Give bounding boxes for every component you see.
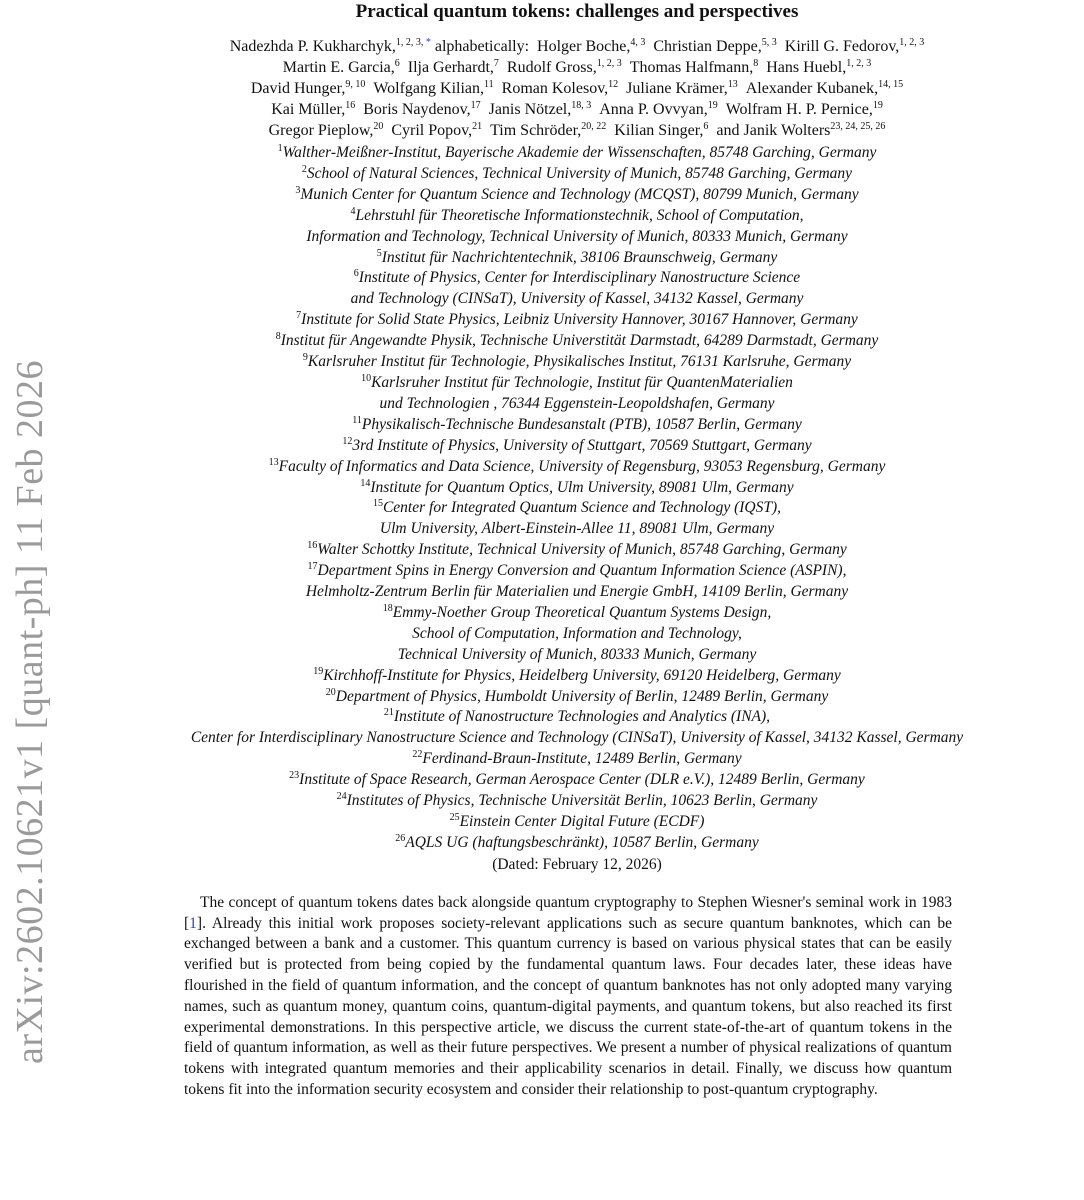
affiliation bbox=[70, 373, 1084, 415]
affiliation-text: Department Spins in Energy Conversion and Quantum Information Science (ASPIN), bbox=[317, 562, 847, 580]
author bbox=[283, 59, 400, 76]
author bbox=[716, 122, 885, 139]
affiliation-text: Institute for Quantum Optics, Ulm University, 89081 Ulm, Germany bbox=[370, 478, 794, 496]
affiliation-numbers: 16 bbox=[345, 100, 356, 111]
affiliation-line bbox=[70, 289, 1084, 310]
affiliation-line bbox=[70, 624, 1084, 645]
affiliation-number: 24 bbox=[336, 791, 347, 803]
affiliation bbox=[70, 687, 1084, 708]
affiliation-text: Einstein Center Digital Future (ECDF) bbox=[459, 813, 705, 830]
affiliation-text: School of Natural Sciences, Technical University of Munich, 85748 Garching, Germany bbox=[306, 164, 853, 182]
affiliation-number: 17 bbox=[307, 561, 318, 573]
author-list bbox=[70, 36, 1084, 141]
affiliation-number: 18 bbox=[382, 602, 393, 614]
affiliation-text: 3rd Institute of Physics, University of Stuttgart, 70569 Stuttgart, Germany bbox=[352, 436, 812, 454]
affiliation-text: Faculty of Informatics and Data Science, University of Regensburg, 93053 Regensburg, Germany bbox=[278, 457, 886, 475]
affiliation-numbers: 6 bbox=[394, 58, 400, 69]
affiliation-line bbox=[70, 540, 1084, 561]
affiliation-numbers: 8 bbox=[753, 58, 759, 69]
affiliation bbox=[70, 749, 1084, 770]
author bbox=[537, 38, 645, 55]
author bbox=[626, 80, 738, 97]
affiliation-line bbox=[70, 519, 1084, 540]
author-row bbox=[70, 120, 1084, 141]
affiliation-number: 8 bbox=[275, 331, 281, 343]
affiliation-line bbox=[70, 415, 1084, 436]
affiliation-line bbox=[70, 498, 1084, 519]
arxiv-sidebar-stamp: arXiv:2602.10621v1 [quant-ph] 11 Feb 2026 bbox=[9, 359, 51, 1064]
affiliation-line bbox=[70, 352, 1084, 373]
affiliation-text: Lehrstuhl für Theoretische Informationstechnik, School of Computation, bbox=[355, 206, 804, 224]
affiliation-text: and Technology (CINSaT), University of Kassel, 34132 Kassel, Germany bbox=[350, 290, 804, 308]
affiliation bbox=[70, 833, 1084, 854]
author bbox=[726, 101, 883, 118]
affiliation-number: 25 bbox=[449, 812, 460, 823]
author-affiliation-marks bbox=[762, 37, 777, 48]
author bbox=[391, 122, 482, 139]
affiliation bbox=[70, 268, 1084, 310]
affiliation-text: Karlsruher Institut für Technologie, Institut für QuantenMaterialien bbox=[371, 373, 793, 391]
affiliation-text: Center for Integrated Quantum Science and Technology (IQST), bbox=[382, 499, 782, 517]
affiliation-text: AQLS UG (haftungsbeschränkt), 10587 Berlin, Germany bbox=[405, 833, 759, 851]
affiliation-text: Institut für Nachrichtentechnik, 38106 Braunschweig, Germany bbox=[381, 248, 778, 266]
affiliation-number: 6 bbox=[353, 268, 359, 280]
author bbox=[766, 59, 871, 76]
affiliation-text: Institute of Nanostructure Technologies and Analytics (INA), bbox=[393, 708, 771, 726]
author-name: Cyril Popov, bbox=[391, 122, 473, 139]
affiliation-text: Institute of Space Research, German Aerospace Center (DLR e.V.), 12489 Berlin, Germany bbox=[299, 771, 865, 789]
author-affiliation-marks bbox=[494, 58, 499, 69]
affiliation-text: Institut für Angewandte Physik, Technische Universtität Darmstadt, 64289 Darmstadt, Germany bbox=[280, 332, 879, 350]
affiliation-numbers: 21 bbox=[472, 121, 483, 132]
affiliation-line bbox=[70, 394, 1084, 415]
affiliation-number: 22 bbox=[412, 749, 423, 761]
author bbox=[746, 80, 903, 97]
affiliation-text: School of Computation, Information and Technology, bbox=[412, 624, 742, 642]
affiliation-number: 15 bbox=[372, 498, 383, 510]
author-affiliation-marks bbox=[571, 100, 591, 111]
author-affiliation-marks bbox=[395, 58, 400, 69]
affiliation-numbers: 19 bbox=[707, 100, 718, 111]
affiliation-number: 26 bbox=[395, 832, 406, 844]
affiliation-text: Ulm University, Albert-Einstein-Allee 11, 89081 Ulm, Germany bbox=[379, 520, 775, 538]
affiliation-numbers: 20 bbox=[373, 121, 384, 132]
affiliation-numbers: 7 bbox=[493, 58, 499, 69]
author-name: Alexander Kubanek, bbox=[745, 80, 879, 97]
author bbox=[373, 80, 493, 97]
affiliation-line bbox=[70, 143, 1084, 164]
affiliation-numbers: 23, 24, 25, 26 bbox=[830, 121, 886, 132]
affiliation-line bbox=[70, 185, 1084, 206]
affiliation-numbers: 9, 10 bbox=[345, 79, 366, 90]
affiliation-number: 5 bbox=[376, 247, 382, 259]
affiliation-line bbox=[70, 206, 1084, 227]
affiliation-number: 23 bbox=[289, 770, 300, 782]
affiliation bbox=[70, 666, 1084, 687]
affiliation-line bbox=[70, 603, 1084, 624]
affiliation-text: Physikalisch-Technische Bundesanstalt (PTB), 10587 Berlin, Germany bbox=[361, 415, 802, 433]
author-affiliation-marks bbox=[703, 121, 708, 132]
affiliation bbox=[70, 457, 1084, 478]
affiliation-line bbox=[70, 833, 1084, 854]
affiliation-number: 1 bbox=[277, 143, 283, 154]
author bbox=[490, 122, 606, 139]
affiliation-text: Ferdinand-Braun-Institute, 12489 Berlin, Germany bbox=[422, 750, 742, 768]
author-name: Rudolf Gross, bbox=[506, 59, 597, 76]
affiliation-numbers: 1, 2, 3 bbox=[846, 58, 872, 69]
author-name: Boris Naydenov, bbox=[363, 101, 471, 118]
affiliation bbox=[70, 352, 1084, 373]
author-name: Wolfram H. P. Pernice, bbox=[725, 101, 873, 118]
paper-title: Practical quantum tokens: challenges and perspectives bbox=[355, 1, 799, 22]
affiliation-numbers: 18, 3 bbox=[571, 100, 592, 111]
author-affiliation-marks bbox=[396, 37, 431, 48]
affiliation-text: Kirchhoff-Institute for Physics, Heidelberg University, 69120 Heidelberg, Germany bbox=[323, 666, 841, 684]
author-affiliation-marks bbox=[708, 100, 718, 111]
affiliation-line bbox=[70, 645, 1084, 666]
author bbox=[363, 101, 480, 118]
affiliation-numbers: 17 bbox=[470, 100, 481, 111]
affiliation-text: Institute for Solid State Physics, Leibniz University Hannover, 30167 Hannover, Germany bbox=[301, 311, 858, 329]
abstract-text-start: The concept of quantum tokens dates back alongside quantum cryptography to Stephen Wiesner's seminal work in 1983 [ bbox=[184, 893, 952, 932]
author-affiliation-marks bbox=[484, 79, 494, 90]
affiliation-number: 3 bbox=[295, 184, 301, 196]
affiliation bbox=[70, 310, 1084, 331]
abstract bbox=[70, 893, 952, 1101]
author-name: Kai Müller, bbox=[271, 101, 346, 118]
affiliation-numbers: 13 bbox=[727, 79, 738, 90]
affiliation bbox=[70, 206, 1084, 248]
affiliation-numbers: 1, 2, 3 bbox=[596, 58, 622, 69]
affiliation-line bbox=[70, 749, 1084, 770]
affiliation-line bbox=[70, 666, 1084, 687]
affiliation-number: 4 bbox=[350, 205, 356, 217]
affiliation-numbers: 1, 2, 3, bbox=[395, 37, 426, 48]
affiliation-line bbox=[70, 457, 1084, 478]
author-affiliation-marks bbox=[630, 37, 645, 48]
affiliation bbox=[70, 436, 1084, 457]
author-affiliation-marks bbox=[728, 79, 738, 90]
affiliation-line bbox=[70, 248, 1084, 269]
author bbox=[630, 59, 759, 76]
affiliation-line bbox=[70, 268, 1084, 289]
affiliation-text: Technical University of Munich, 80333 Munich, Germany bbox=[397, 645, 757, 663]
affiliation-number: 11 bbox=[352, 414, 362, 426]
affiliation-number: 14 bbox=[360, 477, 371, 489]
affiliation-text: Emmy-Noether Group Theoretical Quantum Systems Design, bbox=[392, 603, 772, 621]
author-name: Christian Deppe, bbox=[653, 38, 762, 55]
author-name: Kilian Singer, bbox=[614, 122, 704, 139]
affiliation-line bbox=[70, 561, 1084, 582]
author-affiliation-marks bbox=[873, 100, 883, 111]
author-name: Ilja Gerhardt, bbox=[407, 59, 494, 76]
affiliation-text: Karlsruher Institut für Technologie, Physikalisches Institut, 76131 Karlsruhe, Germany bbox=[307, 353, 852, 371]
author-name: Martin E. Garcia, bbox=[282, 59, 395, 76]
author-name: Kirill G. Fedorov, bbox=[784, 38, 900, 55]
affiliation-numbers: 11 bbox=[484, 79, 494, 90]
affiliation-text: Center for Interdisciplinary Nanostructure Science and Technology (CINSaT), University of Kassel, 34132 Kassel, Germany bbox=[190, 729, 964, 747]
author-affiliation-marks bbox=[345, 100, 355, 111]
affiliation-line bbox=[70, 227, 1084, 248]
author-name: Holger Boche, bbox=[537, 38, 631, 55]
affiliation-numbers: 12 bbox=[608, 79, 619, 90]
affiliation-line bbox=[70, 478, 1084, 499]
affiliation bbox=[70, 248, 1084, 269]
author-note: alphabetically: bbox=[430, 38, 530, 55]
author-affiliation-marks bbox=[345, 79, 365, 90]
author-affiliation-marks bbox=[597, 58, 622, 69]
author-name: Gregor Pieplow, bbox=[268, 122, 374, 139]
author-affiliation-marks bbox=[753, 58, 758, 69]
author bbox=[269, 122, 384, 139]
affiliation-text: Helmholtz-Zentrum Berlin für Materialien und Energie GmbH, 14109 Berlin, Germany bbox=[305, 583, 849, 601]
author-affiliation-marks bbox=[878, 79, 903, 90]
author-affiliation-marks bbox=[472, 121, 482, 132]
affiliation-number: 21 bbox=[383, 707, 394, 719]
author-affiliation-marks bbox=[581, 121, 606, 132]
affiliation bbox=[70, 770, 1084, 791]
author-name: Anna P. Ovvyan, bbox=[599, 101, 708, 118]
affiliation-text: Information and Technology, Technical University of Munich, 80333 Munich, Germany bbox=[306, 227, 848, 245]
author-name: Tim Schröder, bbox=[490, 122, 582, 139]
author bbox=[489, 101, 592, 118]
author bbox=[785, 38, 925, 55]
author-name: Thomas Halfmann, bbox=[629, 59, 754, 76]
affiliation-number: 19 bbox=[313, 665, 324, 677]
affiliation-number: 13 bbox=[268, 456, 279, 468]
affiliation-text: Walther-Meißner-Institut, Bayerische Akademie der Wissenschaften, 85748 Garching, Germany bbox=[282, 144, 877, 161]
affiliation bbox=[70, 415, 1084, 436]
author-row bbox=[70, 99, 1084, 120]
affiliation-line bbox=[70, 310, 1084, 331]
affiliation-text: Walter Schottky Institute, Technical University of Munich, 85748 Garching, Germany bbox=[317, 541, 847, 559]
affiliation-line bbox=[70, 373, 1084, 394]
author-name: Hans Huebl, bbox=[766, 59, 847, 76]
affiliation-numbers: 1, 2, 3 bbox=[899, 37, 925, 48]
affiliation-line bbox=[70, 164, 1084, 185]
affiliation-line bbox=[70, 728, 1084, 749]
affiliation bbox=[70, 603, 1084, 666]
author-affiliation-marks bbox=[373, 121, 383, 132]
affiliation-text: und Technologien , 76344 Eggenstein-Leopoldshafen, Germany bbox=[379, 394, 775, 412]
author-name: Juliane Krämer, bbox=[626, 80, 728, 97]
author-name: and Janik Wolters bbox=[716, 122, 831, 139]
affiliation-text: Munich Center for Quantum Science and Technology (MCQST), 80799 Munich, Germany bbox=[300, 185, 859, 203]
affiliation-number: 10 bbox=[361, 372, 372, 384]
affiliation-line bbox=[70, 812, 1084, 833]
affiliation-line bbox=[70, 770, 1084, 791]
affiliation bbox=[70, 707, 1084, 749]
affiliation-list bbox=[70, 143, 1084, 854]
affiliation bbox=[70, 498, 1084, 540]
author bbox=[653, 38, 776, 55]
corresponding-author-link[interactable]: * bbox=[425, 37, 431, 48]
affiliation-number: 2 bbox=[301, 163, 307, 175]
affiliation-numbers: 6 bbox=[703, 121, 709, 132]
date-line: (Dated: February 12, 2026) bbox=[492, 855, 662, 873]
citation-link[interactable]: 1 bbox=[189, 914, 197, 932]
abstract-text-rest: ]. Already this initial work proposes society-relevant applications such as secure quantum banknotes, which can be exchanged between a bank and a customer. This quantum currency is based on various physical states that can be easily verified but is protected from being copied by the fundamental quantum laws. Four decades later, these ideas have flourished in the field of quantum information, and the concept of quantum banknotes has not only adopted many varying names, such as quantum money, quantum coins, quantum-digital payments, and quantum tokens, but also reached its first experimental demonstrations. In this perspective article, we discuss the current state-of-the-art of quantum tokens in the field of quantum information, as well as their future perspectives. We present a number of physical realizations of quantum tokens with integrated quantum memories and their applicability scenarios in detail. Finally, we discuss how quantum tokens fit into the information security ecosystem and consider their relationship to post-quantum cryptography. bbox=[184, 914, 952, 1098]
affiliation-line bbox=[70, 707, 1084, 728]
author-row bbox=[70, 78, 1084, 99]
author bbox=[507, 59, 622, 76]
affiliation-number: 12 bbox=[342, 435, 353, 447]
affiliation-numbers: 20, 22 bbox=[581, 121, 607, 132]
affiliation-number: 9 bbox=[302, 352, 308, 364]
author bbox=[230, 38, 529, 55]
affiliation bbox=[70, 478, 1084, 499]
affiliation-numbers: 14, 15 bbox=[878, 79, 904, 90]
author-row bbox=[70, 36, 1084, 57]
affiliation bbox=[70, 143, 1084, 164]
affiliation-numbers: 19 bbox=[872, 100, 883, 111]
affiliation bbox=[70, 812, 1084, 833]
affiliation-numbers: 5, 3 bbox=[761, 37, 777, 48]
author-affiliation-marks bbox=[846, 58, 871, 69]
affiliation-numbers: 4, 3 bbox=[630, 37, 646, 48]
author-affiliation-marks bbox=[471, 100, 481, 111]
author-affiliation-marks bbox=[608, 79, 618, 90]
affiliation bbox=[70, 791, 1084, 812]
author bbox=[408, 59, 499, 76]
affiliation bbox=[70, 164, 1084, 185]
author bbox=[271, 101, 355, 118]
affiliation-line bbox=[70, 331, 1084, 352]
affiliation-number: 20 bbox=[325, 686, 336, 698]
affiliation bbox=[70, 540, 1084, 561]
affiliation bbox=[70, 331, 1084, 352]
author-affiliation-marks bbox=[830, 121, 885, 132]
author bbox=[502, 80, 619, 97]
author bbox=[614, 122, 708, 139]
affiliation-line bbox=[70, 582, 1084, 603]
author-row bbox=[70, 57, 1084, 78]
affiliation-line bbox=[70, 687, 1084, 708]
affiliation bbox=[70, 561, 1084, 603]
affiliation-line bbox=[70, 791, 1084, 812]
author-name: David Hunger, bbox=[250, 80, 346, 97]
author bbox=[599, 101, 717, 118]
author-affiliation-marks bbox=[899, 37, 924, 48]
affiliation-text: Department of Physics, Humboldt University of Berlin, 12489 Berlin, Germany bbox=[335, 687, 829, 705]
author-name: Wolfgang Kilian, bbox=[373, 80, 485, 97]
affiliation-number: 7 bbox=[296, 310, 302, 322]
author-name: Nadezhda P. Kukharchyk, bbox=[229, 38, 396, 55]
affiliation-number: 16 bbox=[307, 540, 318, 552]
affiliation-line bbox=[70, 436, 1084, 457]
affiliation bbox=[70, 185, 1084, 206]
author bbox=[251, 80, 365, 97]
affiliation-text: Institute of Physics, Center for Interdisciplinary Nanostructure Science bbox=[358, 269, 801, 287]
affiliation-text: Institutes of Physics, Technische Universität Berlin, 10623 Berlin, Germany bbox=[346, 792, 818, 810]
paper-page bbox=[70, 0, 1084, 1101]
author-name: Roman Kolesov, bbox=[501, 80, 609, 97]
author-name: Janis Nötzel, bbox=[488, 101, 572, 118]
